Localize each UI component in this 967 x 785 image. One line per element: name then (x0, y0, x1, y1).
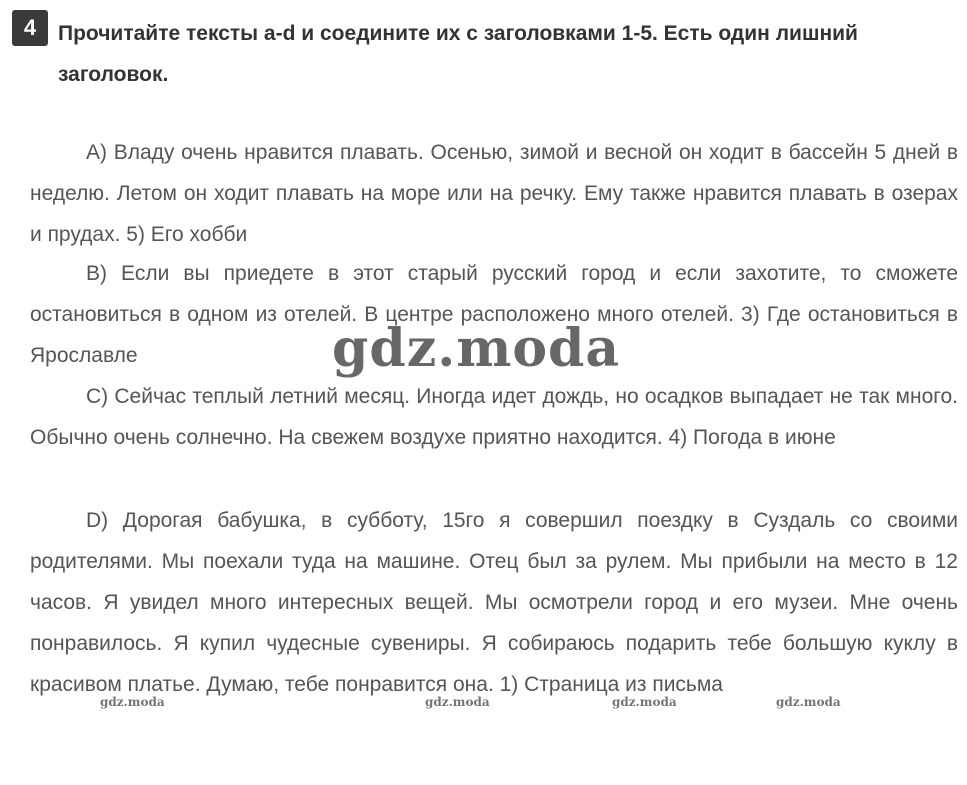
task-number-badge: 4 (12, 10, 48, 46)
text-a-paragraph: A) Владу очень нравится плавать. Осенью, зимой и весной он ходит в бассейн 5 дней в неделю. Летом он ходит плавать на море или на речку. Ему также нравится плавать в озерах и прудах. 5) Его хобби (30, 141, 958, 246)
text-b-paragraph: B) Если вы приедете в этот старый русский город и если захотите, то сможете остановиться в одном из отелей. В центре расположено много отелей. 3) Где остановиться в Ярославле (30, 262, 958, 367)
watermark-small: gdz.moda (425, 695, 490, 709)
watermark-logo: gdz.moda (332, 318, 621, 379)
task-instruction: Прочитайте тексты a-d и соедините их с заголовками 1-5. Есть один лишний заголовок. (58, 22, 858, 86)
watermark-small: gdz.moda (612, 695, 677, 709)
text-c-paragraph: C) Сейчас теплый летний месяц. Иногда идет дождь, но осадков выпадает не так много. Обычно очень солнечно. На свежем воздухе приятно находится. 4) Погода в июне (30, 385, 958, 449)
watermark-small: gdz.moda (100, 695, 165, 709)
watermark-small: gdz.moda (776, 695, 841, 709)
text-d-paragraph: D) Дорогая бабушка, в субботу, 15го я совершил поездку в Суздаль со своими родителями. Мы поехали туда на машине. Отец был за рулем. Мы прибыли на место в 12 часов. Я увидел много интересных вещей. Мы осмотрели город и его музеи. Мне очень понравилось. Я купил чудесные сувениры. Я собираюсь подарить тебе большую куклу в красивом платье. Думаю, тебе понравится она. 1) Страница из письма (30, 509, 958, 696)
